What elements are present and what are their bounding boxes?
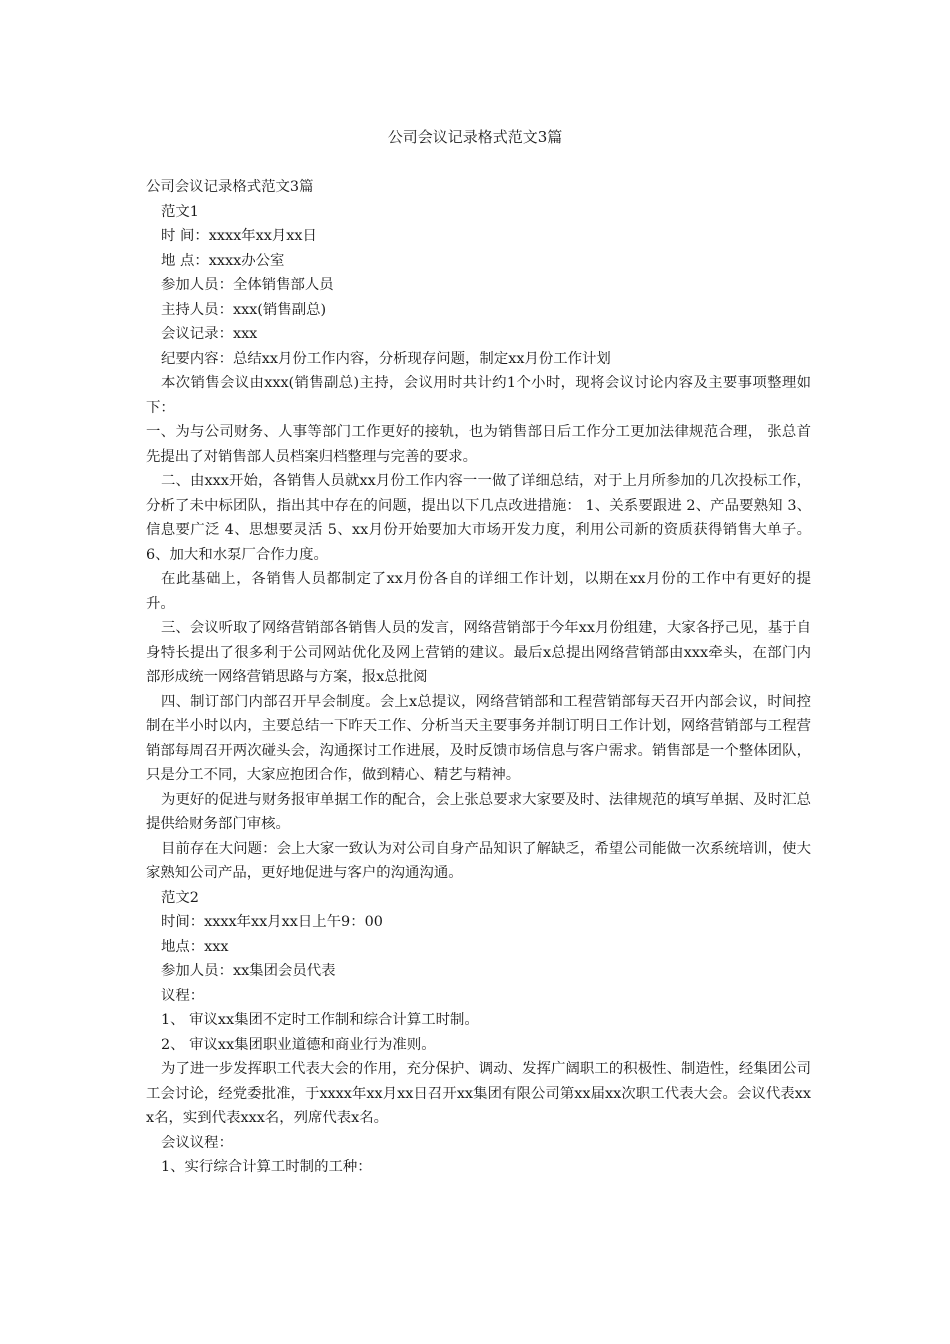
paragraph: 本次销售会议由xxx(销售副总)主持，会议用时共计约1个小时，现将会议讨论内容及主要事项整理如下： (146, 375, 811, 416)
paragraph: 1、 审议xx集团不定时工作制和综合计算工时制。 (161, 1012, 479, 1028)
document-title: 公司会议记录格式范文3篇 (387, 128, 563, 146)
paragraph: 地 点：xxxx办公室 (161, 252, 285, 269)
paragraph: 目前存在大问题：会上大家一致认为对公司自身产品知识了解缺乏，希望公司能做一次系统培训，使大家熟知公司产品，更好地促进与客户的沟通沟通。 (146, 840, 811, 881)
paragraph: 参加人员：全体销售部人员 (161, 277, 334, 293)
paragraph: 时间：xxxx年xx月xx日上午9：00 (161, 914, 383, 930)
paragraph: 地点：xxx (161, 938, 229, 955)
paragraph: 时 间：xxxx年xx月xx日 (161, 228, 317, 244)
paragraph: 主持人员：xxx(销售副总) (161, 301, 327, 318)
document-body (146, 175, 811, 1180)
paragraph: 参加人员：xx集团会员代表 (161, 963, 336, 979)
paragraph: 议程： (161, 987, 205, 1004)
paragraph: 纪要内容：总结xx月份工作内容，分析现存问题，制定xx月份工作计划 (161, 350, 611, 367)
paragraph: 四、制订部门内部召开早会制度。会上x总提议，网络营销部和工程营销部每天召开内部会议，时间控制在半小时以内，主要总结一下昨天工作、分析当天主要事务并制订明日工作计划，网络营销部与工程营销部每周召开两次碰头会，沟通探讨工作进展，及时反馈市场信息与客户需求。销售部是一个整体团队，只是分工不同，大家应抱团合作，做到精心、精艺与精神。 (146, 693, 811, 783)
paragraph: 一、为与公司财务、人事等部门工作更好的接轨，也为销售部日后工作分工更加法律规范合理， 张总首先提出了对销售部人员档案归档整理与完善的要求。 (146, 424, 811, 465)
paragraph: 二、由xxx开始，各销售人员就xx月份工作内容一一做了详细总结，对于上月所参加的几次投标工作，分析了未中标团队，指出其中存在的问题，提出以下几点改进措施： 1、关系要跟进 2、产品要熟知 3、信息要广泛 4、思想要灵活 5、xx月份开始要加大市场开发力度，利用公司新的资质获得销售大单子。6、加大和水泵厂合作力度。 (146, 473, 811, 563)
paragraph: 会议议程： (161, 1134, 233, 1151)
paragraph: 为了进一步发挥职工代表大会的作用，充分保护、调动、发挥广阔职工的积极性、制造性，经集团公司工会讨论，经党委批准，于xxxx年xx月xx日召开xx集团有限公司第xx届xx次职工代表大会。会议代表xxx名，实到代表xxx名，列席代表x名。 (146, 1061, 811, 1126)
paragraph: 三、会议听取了网络营销部各销售人员的发言，网络营销部于今年xx月份组建，大家各抒己见，基于自身特长提出了很多利于公司网站优化及网上营销的建议。最后x总提出网络营销部由xxx牵头，在部门内部形成统一网络营销思路与方案，报x总批阅 (146, 620, 811, 685)
paragraph: 为更好的促进与财务报审单据工作的配合，会上张总要求大家要及时、法律规范的填写单据、及时汇总提供给财务部门审核。 (146, 791, 811, 832)
paragraph: 1、实行综合计算工时制的工种： (161, 1159, 372, 1175)
paragraph: 范文2 (161, 889, 199, 906)
paragraph: 范文1 (161, 203, 199, 220)
paragraph: 公司会议记录格式范文3篇 (146, 179, 314, 195)
paragraph: 2、 审议xx集团职业道德和商业行为准则。 (161, 1036, 436, 1053)
paragraph: 在此基础上，各销售人员都制定了xx月份各自的详细工作计划，以期在xx月份的工作中有更好的提升。 (146, 571, 811, 612)
paragraph: 会议记录：xxx (161, 326, 258, 342)
